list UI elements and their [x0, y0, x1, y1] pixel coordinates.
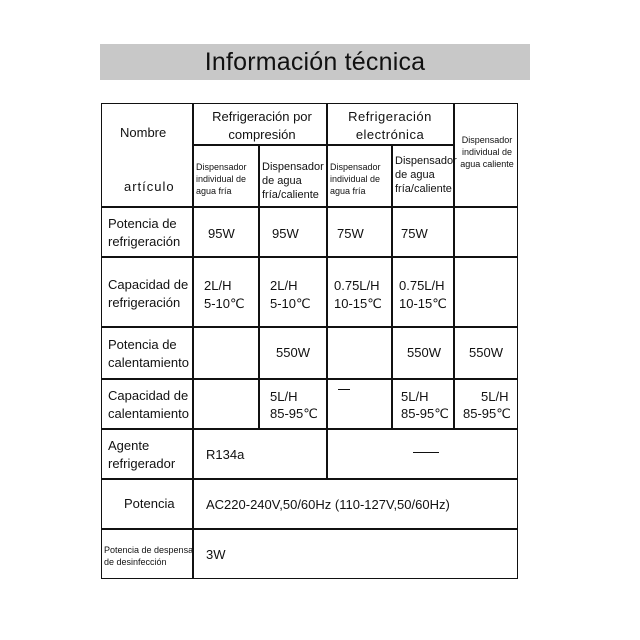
sub2: Dispensador de agua fría/caliente	[262, 161, 324, 201]
label-potencia-refrigeracion: Potencia de refrigeración	[101, 207, 193, 257]
pr-c3: 75W	[327, 207, 392, 257]
col-caliente: Dispensador individual de agua caliente	[460, 135, 514, 169]
pr-c4: 75W	[392, 207, 454, 257]
sub1-cell	[193, 145, 259, 207]
cc-c4: 5L/H 85-95℃	[392, 379, 454, 429]
spec-table	[102, 104, 519, 580]
cr-c4: 0.75L/H 10-15℃	[392, 257, 454, 327]
empty-dash	[413, 452, 439, 453]
group-electronica-cell	[327, 103, 454, 145]
agente-empty-cell	[327, 429, 518, 479]
label-capacidad-refrigeracion: Capacidad de refrigeración	[101, 257, 193, 327]
label-potencia: Potencia	[101, 479, 193, 529]
potencia-value-cell: AC220-240V,50/60Hz (110-127V,50/60Hz)	[193, 479, 518, 529]
pc-c4: 550W	[392, 327, 454, 379]
sub2-cell	[259, 145, 327, 207]
pr-c2: 95W	[259, 207, 327, 257]
cr-c3: 0.75L/H 10-15℃	[327, 257, 392, 327]
sub4: Dispensador de agua fría/caliente	[395, 155, 457, 195]
label-capacidad-calentamiento: Capacidad de calentamiento	[101, 379, 193, 429]
pc-c5: 550W	[454, 327, 518, 379]
cc-c2: 5L/H 85-95℃	[259, 379, 327, 429]
cc-c5: 5L/H 85-95℃	[454, 379, 518, 429]
group-compresion-cell	[193, 103, 327, 145]
cc-c3	[327, 379, 392, 429]
label-potencia-calentamiento: Potencia de calentamiento	[101, 327, 193, 379]
header-articulo: artículo	[124, 179, 175, 194]
desinfeccion-value-cell: 3W	[193, 529, 518, 579]
pr-c1: 95W	[193, 207, 259, 257]
sub4-cell	[392, 145, 457, 207]
sub3-cell	[327, 145, 392, 207]
label-agente: Agente refrigerador	[101, 429, 193, 479]
col-caliente-cell	[454, 103, 518, 207]
header-nombre-cell	[101, 103, 193, 207]
cr-c1: 2L/H 5-10℃	[193, 257, 259, 327]
group-electronica: Refrigeración electrónica	[348, 109, 432, 142]
page-title: Información técnica	[204, 47, 426, 76]
label-desinfeccion: Potencia de despensa de desinfección	[101, 529, 193, 579]
pr-c5	[454, 207, 518, 257]
group-compresion: Refrigeración por compresión	[212, 109, 312, 142]
sub3: Dispensador individual de agua fría	[330, 162, 381, 196]
agente-value-cell: R134a	[193, 429, 327, 479]
pc-c2: 550W	[259, 327, 327, 379]
sub1: Dispensador individual de agua fría	[196, 162, 247, 196]
cr-c2: 2L/H 5-10℃	[259, 257, 327, 327]
pc-c1	[193, 327, 259, 379]
header-nombre: Nombre	[120, 125, 167, 140]
pc-c3	[327, 327, 392, 379]
title-banner	[100, 44, 530, 80]
cc-c1	[193, 379, 259, 429]
empty-dash	[338, 389, 350, 390]
cr-c5	[454, 257, 518, 327]
